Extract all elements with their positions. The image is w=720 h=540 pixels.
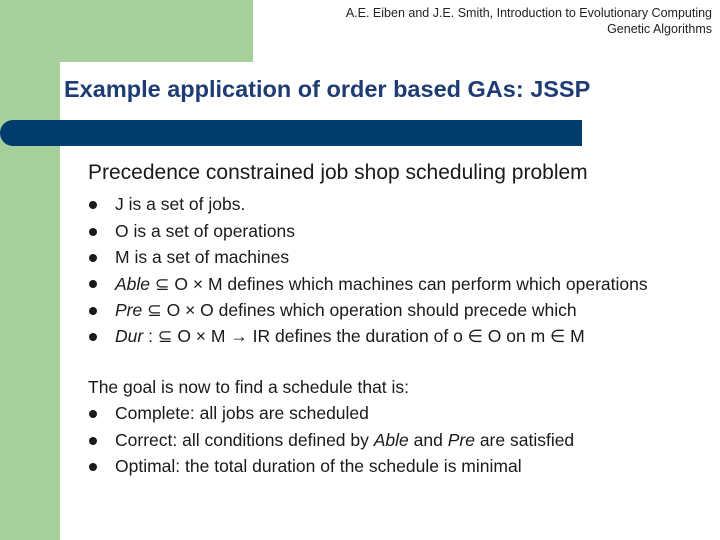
list-item: Pre ⊆ O × O defines which operation should precede which <box>88 297 708 324</box>
header-line-1: A.E. Eiben and J.E. Smith, Introduction to Evolutionary Computing <box>345 6 712 20</box>
list-item: Optimal: the total duration of the schedule is minimal <box>88 453 708 480</box>
list-item: Able ⊆ O × M defines which machines can perform which operations <box>88 271 708 297</box>
slide-header <box>346 5 712 37</box>
list-item: O is a set of operations <box>88 218 708 245</box>
definition-list <box>88 191 708 350</box>
slide-content <box>88 158 708 480</box>
goal-list <box>88 400 708 480</box>
list-item: Complete: all jobs are scheduled <box>88 400 708 427</box>
list-item: J is a set of jobs. <box>88 191 708 218</box>
header-line-2: Genetic Algorithms <box>607 22 712 36</box>
goal-section <box>88 374 708 480</box>
title-underline-bar <box>0 120 582 146</box>
list-item: Correct: all conditions defined by Able and Pre are satisfied <box>88 427 708 454</box>
slide-title: Example application of order based GAs: JSSP <box>64 76 591 102</box>
subtitle: Precedence constrained job shop scheduling problem <box>88 161 588 184</box>
green-header-block <box>0 0 253 62</box>
list-item: M is a set of machines <box>88 244 708 271</box>
goal-intro: The goal is now to find a schedule that is: <box>88 376 410 397</box>
list-item: Dur : ⊆ O × M → IR defines the duration of o ∈ O on m ∈ M <box>88 323 708 350</box>
